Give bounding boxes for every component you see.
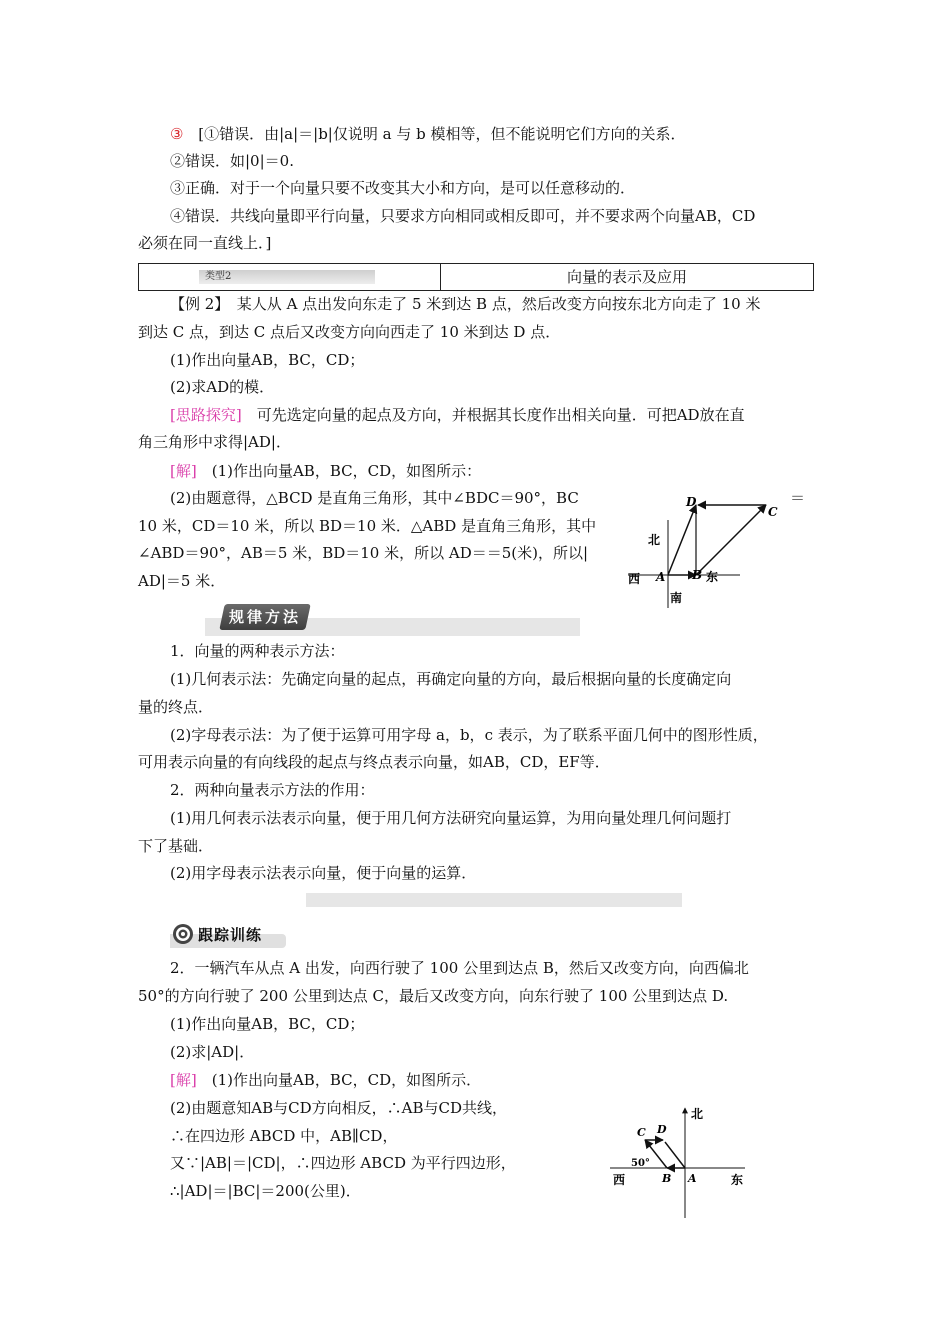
method-label-text: 规律方法: [228, 608, 301, 626]
idea-line-2: 角三角形中求得|AD|．: [138, 433, 291, 451]
example2-line-2: 到达 C 点，到达 C 点后又改变方向向西走了 10 米到达 D 点．: [138, 323, 561, 341]
answer-paragraph-1: [170, 124, 685, 144]
point-d-label-2: D: [657, 1123, 667, 1136]
vector-figure-1: [620, 490, 790, 615]
type-badge-label: 类型2: [205, 271, 232, 282]
method-p4: 2．两种向量表示方法的作用：: [170, 781, 375, 799]
point-a-label: A: [656, 570, 666, 584]
vector-figure-2: [605, 1100, 765, 1222]
solution-line-5: AD|＝5 米．: [138, 572, 226, 590]
north-label: 北: [648, 533, 661, 547]
point-c-label: C: [768, 505, 778, 519]
track-solution-line-4: 又∵|AB|＝|CD|，∴四边形 ABCD 为平行四边形，: [170, 1154, 516, 1172]
track-solution-tag: [解]: [170, 1071, 197, 1089]
answer-line-4: ④错误．共线向量即平行向量，只要求方向相同或相反即可，并不要求两个向量AB，CD: [170, 207, 756, 225]
solution-equals: ＝: [790, 489, 806, 507]
vector-ad-2: [665, 1142, 685, 1168]
answer-line-5: 必须在同一直线上．]: [138, 234, 272, 252]
track-solution-line-3: ∴在四边形 ABCD 中，AB∥CD，: [170, 1127, 398, 1145]
method-p6: (2)用字母表示法表示向量，便于向量的运算．: [170, 864, 477, 882]
point-b-label-2: B: [662, 1172, 672, 1185]
type-title: 向量的表示及应用: [566, 268, 687, 286]
solution-paragraph: [170, 461, 481, 481]
example2-line-1: 【例 2】 某人从 A 点出发向东走了 5 米到达 B 点，然后改变方向按东北方向走了 10 米: [170, 295, 761, 313]
example2-question-1: (1)作出向量AB，BC，CD；: [170, 351, 365, 369]
answer-mark: ③: [170, 125, 184, 143]
idea-paragraph: [170, 405, 745, 425]
method-p1: 1．向量的两种表示方法：: [170, 642, 345, 660]
solution-line-2: (2)由题意得，△BCD 是直角三角形，其中∠BDC＝90°，BC: [170, 489, 579, 507]
angle-label: 50°: [631, 1158, 650, 1169]
type-badge: [199, 270, 375, 284]
track-solution-line-5: ∴|AD|＝|BC|＝200(公里)．: [170, 1182, 361, 1200]
track-solution-line-2: (2)由题意知AB与CD方向相反，∴AB与CD共线，: [170, 1099, 507, 1117]
track-question-1: (1)作出向量AB，BC，CD；: [170, 1015, 365, 1033]
track-question-2: (2)求|AD|．: [170, 1043, 255, 1061]
track-line-2: 50°的方向行驶了 200 公里到达点 C，最后又改变方向，向东行驶了 100 公里到达点 D.: [138, 987, 729, 1005]
track-line-1: 2．一辆汽车从点 A 出发，向西行驶了 100 公里到达点 B，然后又改变方向，向西偏北: [170, 959, 749, 977]
method-p2-line-2: 量的终点．: [138, 698, 214, 716]
idea-tag: [思路探究]: [170, 406, 242, 424]
type-header-table: [138, 263, 814, 291]
solution-tag: [解]: [170, 462, 197, 480]
track-label: 跟踪训练: [198, 926, 263, 944]
answer-line-2: ②错误．如|0|＝0.: [170, 152, 294, 170]
example2-question-2: (2)求AD的模．: [170, 378, 275, 396]
method-p3-line-2: 可用表示向量的有向线段的起点与终点表示向量，如AB，CD，EF等．: [138, 753, 610, 771]
method-p5-line-1: (1)用几何表示法表示向量，便于用几何方法研究向量运算，为用向量处理几何问题打: [170, 809, 732, 827]
vector-bc: [696, 505, 766, 575]
east-label-2: 东: [731, 1173, 744, 1187]
east-label: 东: [706, 570, 719, 584]
answer-line-3: ③正确．对于一个向量只要不改变其大小和方向，是可以任意移动的．: [170, 179, 636, 197]
idea-line-1: 可先选定向量的起点及方向，并根据其长度作出相关向量．可把AD放在直: [241, 406, 745, 424]
track-solution-paragraph: [170, 1070, 481, 1090]
point-d-label: D: [686, 495, 697, 509]
point-a-label-2: A: [688, 1172, 697, 1185]
solution-line-3: 10 米，CD＝10 米，所以 BD＝10 米．△ABD 是直角三角形，其中: [138, 517, 597, 535]
solution-line-1: (1)作出向量AB，BC，CD，如图所示：: [196, 462, 482, 480]
point-c-label-2: C: [637, 1126, 646, 1139]
north-label-2: 北: [691, 1107, 704, 1121]
south-label: 南: [670, 591, 683, 605]
method-p2-line-1: (1)几何表示法：先确定向量的起点，再确定向量的方向，最后根据向量的长度确定向: [170, 670, 732, 688]
west-label: 西: [628, 572, 641, 586]
answer-line-1: [①错误．由|a|＝|b|仅说明 a 与 b 模相等，但不能说明它们方向的关系．: [198, 125, 686, 143]
method-p5-line-2: 下了基础．: [138, 837, 214, 855]
west-label-2: 西: [613, 1173, 626, 1187]
solution-line-4: ∠ABD＝90°，AB＝5 米，BD＝10 米，所以 AD＝＝5(米)，所以|: [138, 544, 589, 562]
method-p3-line-1: (2)字母表示法：为了便于运算可用字母 a，b，c 表示，为了联系平面几何中的图形性质，: [170, 726, 768, 744]
type-badge-cell: [139, 264, 441, 290]
point-b-label: B: [692, 568, 703, 582]
target-icon: [172, 923, 194, 945]
method-label: [219, 604, 311, 630]
track-solution-line-1: (1)作出向量AB，BC，CD，如图所示．: [196, 1071, 482, 1089]
vector-ad: [668, 505, 696, 575]
separator-band: [306, 893, 682, 907]
